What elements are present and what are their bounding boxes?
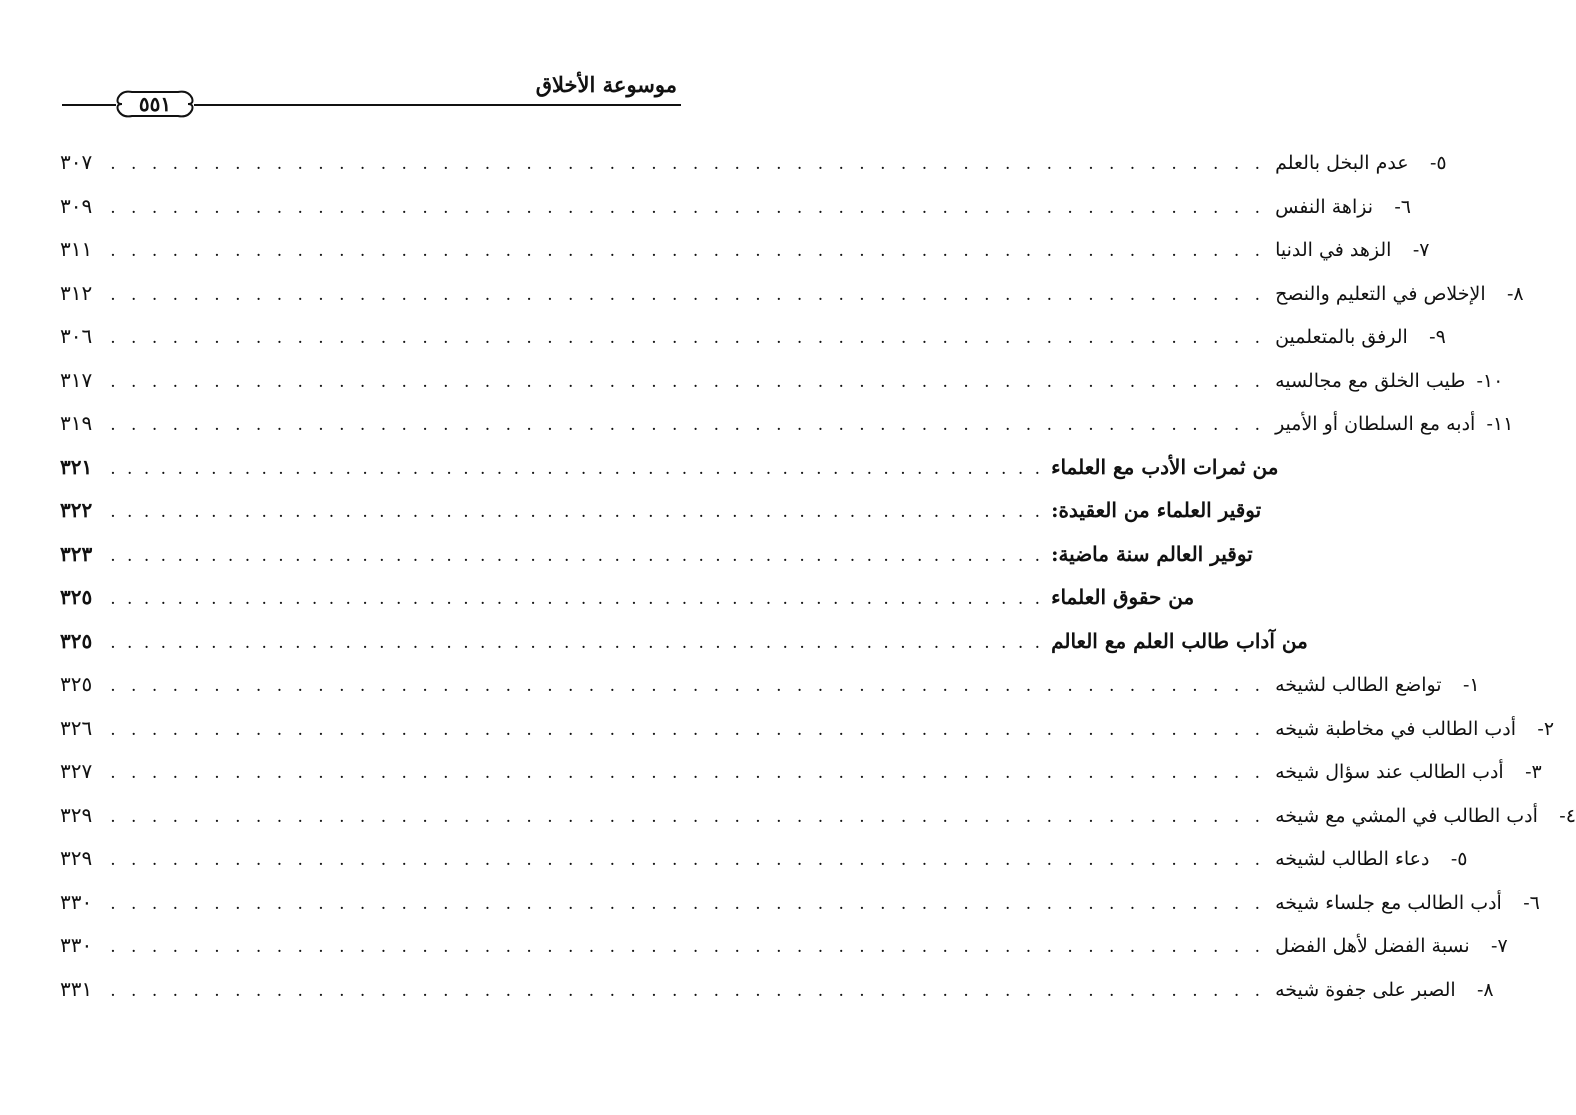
toc-page-number: ٣٠٧ bbox=[60, 150, 93, 174]
toc-entry-title: أدب الطالب مع جلساء شيخه bbox=[1275, 891, 1502, 914]
toc-page-number: ٣٠٩ bbox=[60, 193, 93, 218]
toc-entry bbox=[60, 889, 1540, 924]
toc-entry bbox=[60, 411, 1514, 445]
toc-entry-title: من حقوق العلماء bbox=[1051, 585, 1195, 609]
toc-page-number: ٣٣١ bbox=[60, 976, 93, 1001]
toc-page-number: ٣٢٥ bbox=[60, 585, 93, 609]
toc-entry bbox=[60, 193, 1411, 228]
dot-leader: . . . . . . . . . . . . . . . . . . . . . . . . . . . . . . . . . . . . . . . . . . . . . . . . . . . . . . . . bbox=[110, 415, 1266, 435]
dot-leader: . . . . . . . . . . . . . . . . . . . . . . . . . . . . . . . . . . . . . . . . . . . . . . . . . . . . . . . . bbox=[110, 458, 1044, 479]
dot-leader: . . . . . . . . . . . . . . . . . . . . . . . . . . . . . . . . . . . . . . . . . . . . . . . . . . . . . . . . bbox=[110, 980, 1266, 1001]
toc-entry-title: طيب الخلق مع مجالسيه bbox=[1275, 369, 1466, 392]
toc-entry-number: ٨- bbox=[1477, 978, 1494, 1001]
toc-page-number: ٣١٩ bbox=[60, 411, 93, 435]
toc-entry-title: توقير العالم سنة ماضية: bbox=[1051, 541, 1253, 566]
toc-page-number: ٣١١ bbox=[60, 237, 93, 261]
toc-entry bbox=[60, 454, 1279, 489]
toc-entry-number: ٧- bbox=[1491, 935, 1508, 957]
toc-entry-title: أدب الطالب في المشي مع شيخه bbox=[1275, 804, 1538, 827]
toc-entry-title: نزاهة النفس bbox=[1275, 195, 1373, 218]
toc-page-number: ٣٢٩ bbox=[60, 846, 93, 870]
dot-leader: . . . . . . . . . . . . . . . . . . . . . . . . . . . . . . . . . . . . . . . . . . . . . . . . . . . . . . . . bbox=[110, 937, 1266, 957]
dot-leader: . . . . . . . . . . . . . . . . . . . . . . . . . . . . . . . . . . . . . . . . . . . . . . . . . . . . . . . . bbox=[110, 502, 1044, 522]
toc-page-number: ٣٣٠ bbox=[60, 933, 93, 957]
toc-entry-number: ٢- bbox=[1537, 717, 1555, 740]
toc-entry-number: ٣- bbox=[1525, 761, 1542, 783]
toc-entry-title: تواضع الطالب لشيخه bbox=[1275, 674, 1442, 696]
dot-leader: . . . . . . . . . . . . . . . . . . . . . . . . . . . . . . . . . . . . . . . . . . . . . . . . . . . . . . . . bbox=[110, 197, 1266, 218]
toc-entry bbox=[60, 367, 1504, 402]
toc-page-number: ٣٢١ bbox=[60, 454, 93, 479]
toc-entry-title: من ثمرات الأدب مع العلماء bbox=[1051, 454, 1279, 479]
dot-leader: . . . . . . . . . . . . . . . . . . . . . . . . . . . . . . . . . . . . . . . . . . . . . . . . . . . . . . . . bbox=[110, 545, 1044, 566]
toc-entry-title: أدب الطالب في مخاطبة شيخه bbox=[1275, 717, 1517, 740]
toc-entry bbox=[60, 498, 1262, 532]
toc-entry bbox=[60, 759, 1542, 793]
toc-entry bbox=[60, 672, 1480, 706]
toc-page-number: ٣٢٥ bbox=[60, 672, 93, 696]
toc-entry bbox=[60, 846, 1468, 880]
toc-page-number: ٣٢٢ bbox=[60, 498, 93, 522]
toc-entry-title: الإخلاص في التعليم والنصح bbox=[1275, 282, 1486, 305]
toc-entry bbox=[60, 237, 1430, 271]
toc-page-number: ٣٢٦ bbox=[60, 715, 93, 740]
toc-page-number: ٣٢٥ bbox=[60, 628, 93, 653]
toc-entry bbox=[60, 628, 1308, 663]
toc-entry-number: ٥- bbox=[1430, 152, 1447, 174]
toc-entry bbox=[60, 280, 1524, 315]
dot-leader: . . . . . . . . . . . . . . . . . . . . . . . . . . . . . . . . . . . . . . . . . . . . . . . . . . . . . . . . bbox=[110, 589, 1044, 609]
toc-entry-title: نسبة الفضل لأهل الفضل bbox=[1275, 935, 1470, 957]
book-title: موسوعة الأخلاق bbox=[535, 72, 677, 97]
dot-leader: . . . . . . . . . . . . . . . . . . . . . . . . . . . . . . . . . . . . . . . . . . . . . . . . . . . . . . . . bbox=[110, 328, 1266, 348]
page-number: ٥٥١ bbox=[138, 92, 172, 116]
toc-entry bbox=[60, 541, 1253, 576]
toc-entry-title: عدم البخل بالعلم bbox=[1275, 152, 1409, 174]
toc-entry bbox=[60, 976, 1494, 1011]
dot-leader: . . . . . . . . . . . . . . . . . . . . . . . . . . . . . . . . . . . . . . . . . . . . . . . . . . . . . . . . bbox=[110, 850, 1266, 870]
toc-entry-number: ٦- bbox=[1394, 195, 1411, 218]
dot-leader: . . . . . . . . . . . . . . . . . . . . . . . . . . . . . . . . . . . . . . . . . . . . . . . . . . . . . . . . bbox=[110, 371, 1266, 392]
toc-page-number: ٣٢٣ bbox=[60, 541, 93, 566]
toc-page-number: ٣٠٦ bbox=[60, 324, 93, 348]
toc-page-number: ٣١٢ bbox=[60, 280, 93, 305]
toc-entry bbox=[60, 933, 1508, 967]
toc-page-number: ٣٣٠ bbox=[60, 889, 93, 914]
dot-leader: . . . . . . . . . . . . . . . . . . . . . . . . . . . . . . . . . . . . . . . . . . . . . . . . . . . . . . . . bbox=[110, 154, 1266, 174]
dot-leader: . . . . . . . . . . . . . . . . . . . . . . . . . . . . . . . . . . . . . . . . . . . . . . . . . . . . . . . . bbox=[110, 632, 1044, 653]
toc-entry-title: من آداب طالب العلم مع العالم bbox=[1051, 628, 1308, 653]
toc-entry-title: أدبه مع السلطان أو الأمير bbox=[1275, 413, 1476, 435]
toc-entry-number: ٧- bbox=[1412, 239, 1430, 261]
toc-entry-title: توقير العلماء من العقيدة: bbox=[1051, 498, 1262, 522]
toc-entry-number: ١١- bbox=[1486, 413, 1514, 435]
toc-entry-number: ٥- bbox=[1450, 848, 1468, 870]
toc-entry-title: أدب الطالب عند سؤال شيخه bbox=[1275, 761, 1504, 783]
toc-entry bbox=[60, 715, 1555, 750]
dot-leader: . . . . . . . . . . . . . . . . . . . . . . . . . . . . . . . . . . . . . . . . . . . . . . . . . . . . . . . . bbox=[110, 241, 1266, 261]
dot-leader: . . . . . . . . . . . . . . . . . . . . . . . . . . . . . . . . . . . . . . . . . . . . . . . . . . . . . . . . bbox=[110, 284, 1266, 305]
dot-leader: . . . . . . . . . . . . . . . . . . . . . . . . . . . . . . . . . . . . . . . . . . . . . . . . . . . . . . . . bbox=[110, 763, 1266, 783]
dot-leader: . . . . . . . . . . . . . . . . . . . . . . . . . . . . . . . . . . . . . . . . . . . . . . . . . . . . . . . . bbox=[110, 676, 1266, 696]
toc-entry-number: ٩- bbox=[1429, 326, 1446, 348]
toc-entry bbox=[60, 802, 1576, 837]
toc-entry-number: ١٠- bbox=[1476, 369, 1504, 392]
toc-entry-number: ٨- bbox=[1506, 282, 1524, 305]
toc-page-number: ٣١٧ bbox=[60, 367, 93, 392]
toc-entry-title: الرفق بالمتعلمين bbox=[1275, 326, 1408, 348]
toc-entry-number: ٤- bbox=[1559, 804, 1576, 827]
toc-entry bbox=[60, 150, 1447, 184]
dot-leader: . . . . . . . . . . . . . . . . . . . . . . . . . . . . . . . . . . . . . . . . . . . . . . . . . . . . . . . . bbox=[110, 719, 1266, 740]
toc-page-number: ٣٢٧ bbox=[60, 759, 93, 783]
toc-entry-number: ٦- bbox=[1523, 891, 1540, 914]
toc-page-number: ٣٢٩ bbox=[60, 802, 93, 827]
toc-entry-title: دعاء الطالب لشيخه bbox=[1275, 848, 1430, 870]
toc-entry bbox=[60, 585, 1195, 619]
toc-entry bbox=[60, 324, 1446, 358]
toc-entry-title: الزهد في الدنيا bbox=[1275, 239, 1392, 261]
dot-leader: . . . . . . . . . . . . . . . . . . . . . . . . . . . . . . . . . . . . . . . . . . . . . . . . . . . . . . . . bbox=[110, 806, 1266, 827]
toc-entry-title: الصبر على جفوة شيخه bbox=[1275, 978, 1456, 1001]
toc-entry-number: ١- bbox=[1462, 674, 1480, 696]
dot-leader: . . . . . . . . . . . . . . . . . . . . . . . . . . . . . . . . . . . . . . . . . . . . . . . . . . . . . . . . bbox=[110, 893, 1266, 914]
